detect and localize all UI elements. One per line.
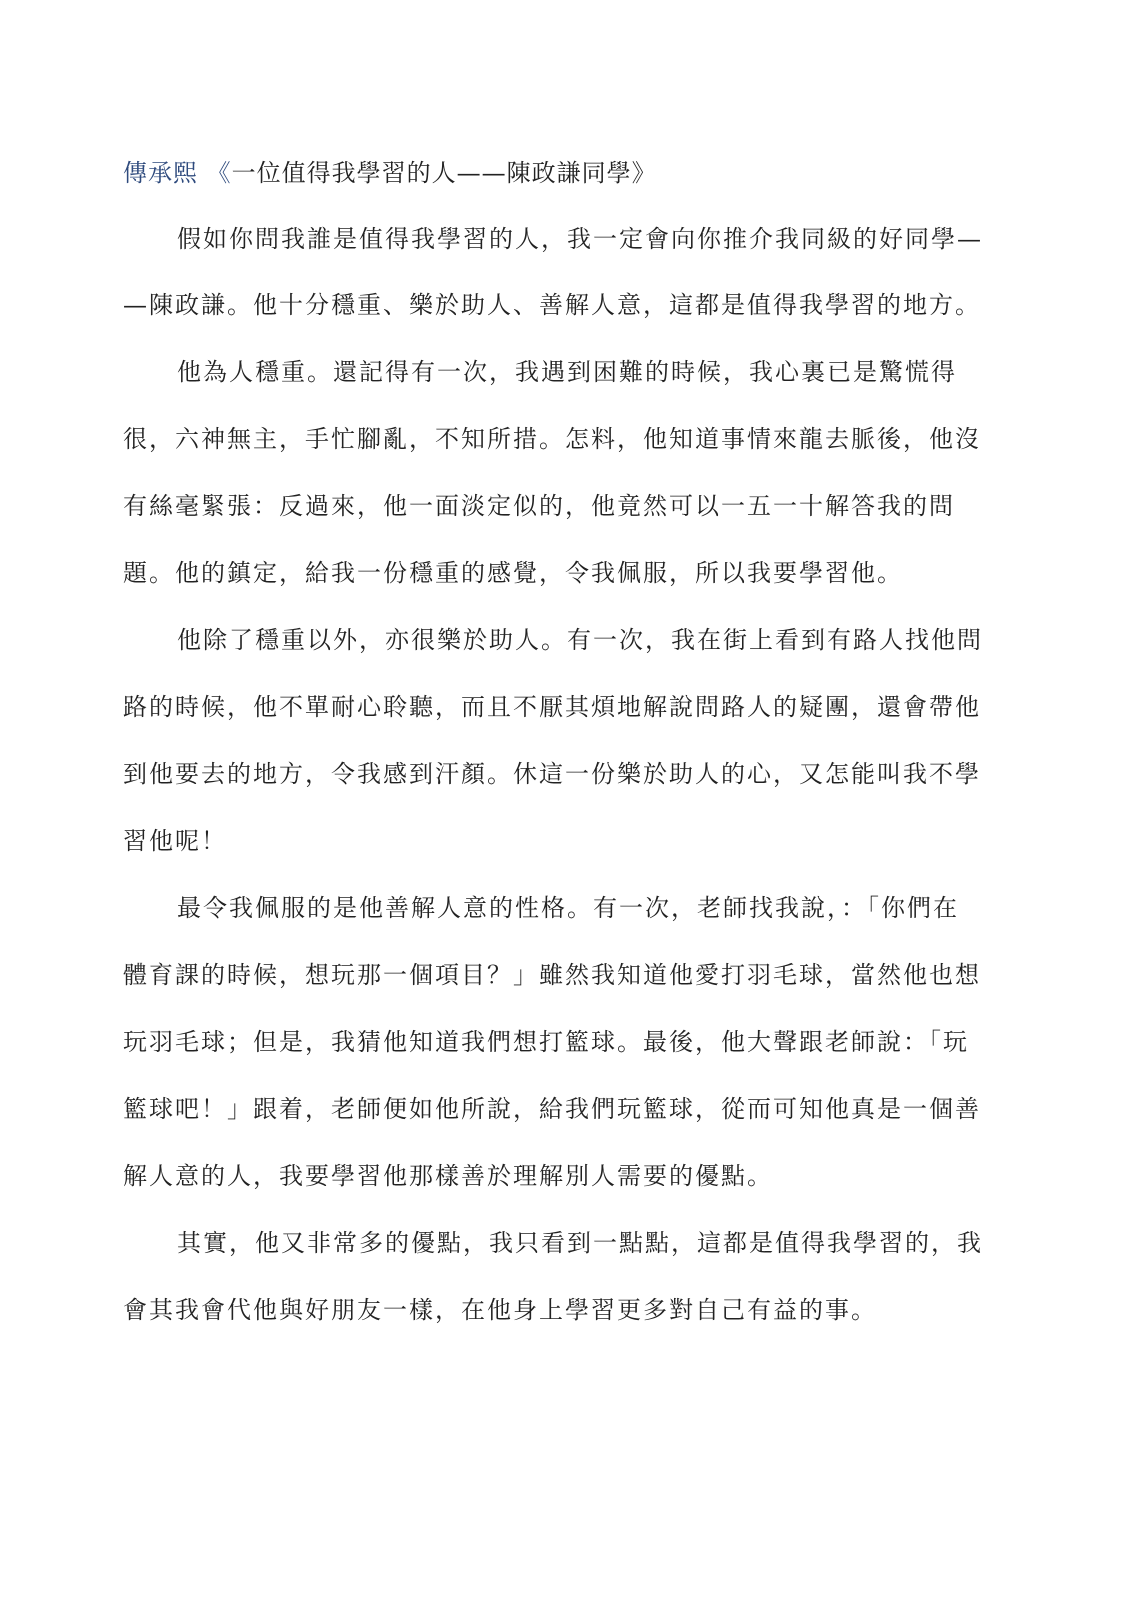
paragraph-2-line-1: 他為人穩重。還記得有一次，我遇到困難的時候，我心裏已是驚慌得	[177, 358, 957, 386]
paragraph-4-line-4: 籃球吧！」跟着，老師便如他所說，給我們玩籃球，從而可知他真是一個善	[123, 1095, 981, 1123]
paragraph-2-line-2: 很，六神無主，手忙腳亂，不知所措。怎料，他知道事情來龍去脈後，他沒	[123, 425, 981, 453]
paragraph-3-line-3: 到他要去的地方，令我感到汗顏。休這一份樂於助人的心，又怎能叫我不學	[123, 760, 981, 788]
paragraph-5-line-2: 會其我會代他與好朋友一樣，在他身上學習更多對自己有益的事。	[123, 1296, 877, 1324]
title-open-bracket: 《	[206, 159, 232, 187]
paragraph-2-line-4: 題。他的鎮定，給我一份穩重的感覺，令我佩服，所以我要學習他。	[123, 559, 903, 587]
paragraph-3-line-1: 他除了穩重以外，亦很樂於助人。有一次，我在街上看到有路人找他問	[177, 626, 983, 654]
paragraph-3-line-4: 習他呢！	[123, 827, 227, 855]
paragraph-4-line-2: 體育課的時候，想玩那一個項目？」雖然我知道他愛打羽毛球，當然他也想	[123, 961, 981, 989]
paragraph-4-line-5: 解人意的人，我要學習他那樣善於理解別人需要的優點。	[123, 1162, 773, 1190]
paragraph-5-line-1: 其實，他又非常多的優點，我只看到一點點，這都是值得我學習的，我	[177, 1229, 983, 1257]
title-text: 一位值得我學習的人——陳政謙同學》	[231, 159, 657, 187]
paragraph-4-line-3: 玩羽毛球；但是，我猜他知道我們想打籃球。最後，他大聲跟老師說：「玩	[123, 1028, 969, 1056]
essay-title	[123, 158, 657, 188]
paragraph-1-line-2: —陳政謙。他十分穩重、樂於助人、善解人意，這都是值得我學習的地方。	[123, 291, 981, 319]
paragraph-3-line-2: 路的時候，他不單耐心聆聽，而且不厭其煩地解說問路人的疑團，還會帶他	[123, 693, 981, 721]
paragraph-4-line-1: 最令我佩服的是他善解人意的性格。有一次，老師找我說，：「你們在	[177, 894, 959, 922]
paragraph-1-line-1: 假如你問我誰是值得我學習的人，我一定會向你推介我同級的好同學—	[177, 225, 983, 253]
author-name: 傳承熙	[123, 159, 198, 187]
paragraph-2-line-3: 有絲毫緊張：反過來，他一面淡定似的，他竟然可以一五一十解答我的問	[123, 492, 955, 520]
